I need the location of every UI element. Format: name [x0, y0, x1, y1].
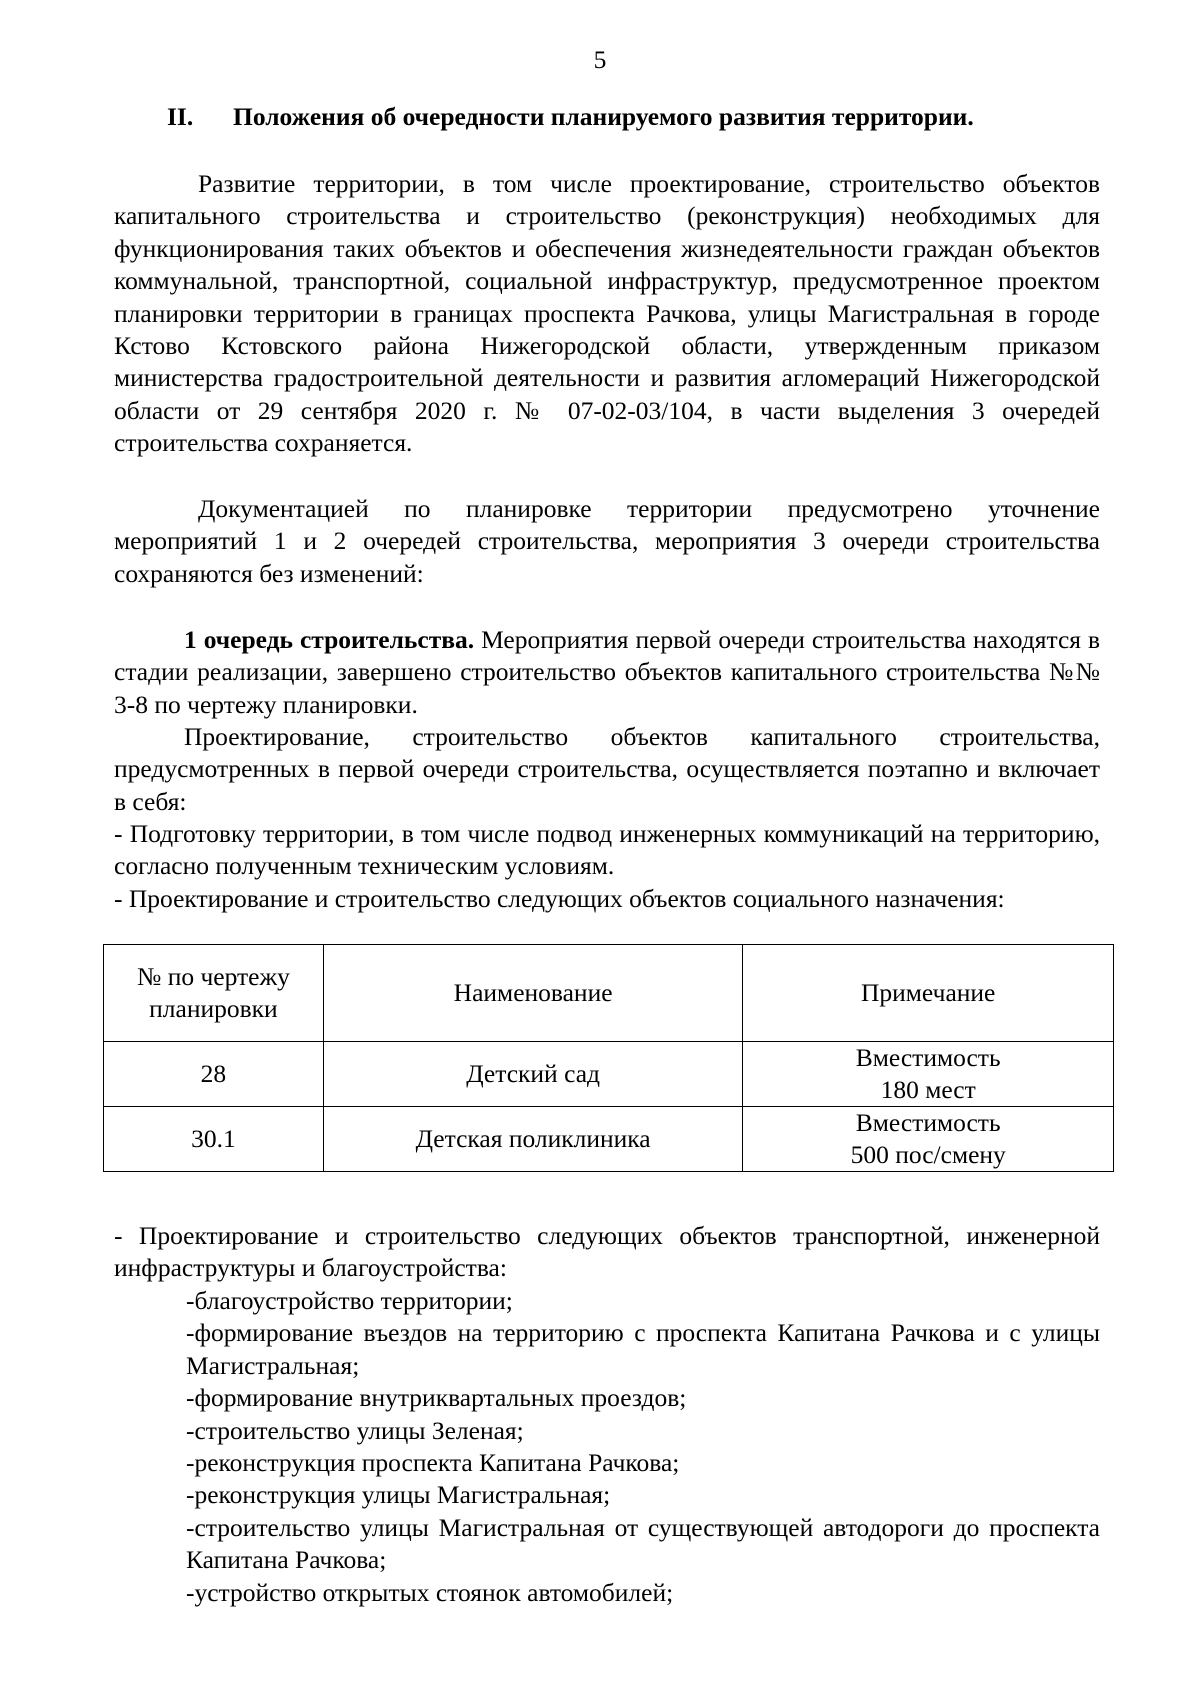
social-objects-table — [103, 944, 1114, 1172]
paragraph-documentation: Документацией по планировке территории предусмотрено уточнение мероприятий 1 и 2 очередей строительства, мероприятия 3 очереди строительства сохраняются без изменений: — [114, 494, 1100, 588]
list-item: -благоустройство территории; — [186, 1286, 513, 1315]
first-stage-label: 1 очередь строительства. — [184, 625, 475, 654]
page-number: 5 — [593, 45, 607, 74]
transport-objects-list — [186, 1285, 1100, 1609]
table-row — [104, 1107, 1114, 1172]
cell-name: Детский сад — [323, 1042, 743, 1107]
paragraph-transport-objects: - Проектирование и строительство следующих объектов транспортной, инженерной инфраструктуры и благоустройства: — [114, 1221, 1100, 1283]
section-title: Положения об очередности планируемого развития территории. — [233, 102, 974, 131]
paragraph-social-objects: - Проектирование и строительство следующих объектов социального назначения: — [114, 884, 1005, 913]
table-row — [104, 1042, 1114, 1107]
list-item: -реконструкция улицы Магистральная; — [186, 1480, 611, 1510]
paragraph-first-stage — [114, 624, 1100, 721]
cell-name: Детская поликлиника — [323, 1107, 743, 1172]
note-capacity-label: Вместимость — [855, 1108, 1001, 1137]
note-capacity-value: 500 пос/смену — [850, 1140, 1006, 1169]
note-capacity-label: Вместимость — [855, 1043, 1001, 1072]
list-item: -строительство улицы Магистральная от существующей автодороги до проспекта Капитана Рачкова; — [186, 1512, 1100, 1575]
note-capacity-value: 180 мест — [880, 1075, 976, 1104]
list-item: -формирование въездов на территорию с проспекта Капитана Рачкова и с улицы Магистральная; — [186, 1318, 1100, 1380]
list-item: -реконструкция проспекта Капитана Рачкова; — [186, 1448, 680, 1478]
paragraph-development: Развитие территории, в том числе проектирование, строительство объектов капитального строительства и строительство (реконструкция) необходимых для функционирования таких объектов и обеспечения жизнедеятельности граждан объектов коммунальной, транспортной, социальной инфраструктур, предусмотренное проектом планировки территории в границах проспекта Рачкова, улицы Магистральная в городе Кстово Кстовского района Нижегородской области, утвержденным приказом министерства градостроительной деятельности и развития агломераций Нижегородской области от 29 сентября 2020 г. № 07-02-03/104, в части выделения 3 очередей строительства сохраняется. — [114, 169, 1100, 458]
paragraph-design-stages: Проектирование, строительство объектов капитального строительства, предусмотренных в первой очереди строительства, осуществляется поэтапно и включает в себя: — [114, 722, 1100, 816]
list-item: -устройство открытых стоянок автомобилей; — [186, 1577, 674, 1607]
cell-number: 28 — [104, 1042, 324, 1107]
list-item: -строительство улицы Зеленая; — [186, 1415, 524, 1445]
paragraph-site-preparation: - Подготовку территории, в том числе подвод инженерных коммуникаций на территорию, согласно полученным техническим условиям. — [114, 819, 1100, 881]
column-header-note: Примечание — [743, 945, 1114, 1042]
cell-note — [743, 1042, 1114, 1107]
column-header-name: Наименование — [323, 945, 743, 1042]
first-stage-text: Мероприятия первой очереди строительства находятся в стадии реализации, завершено строительство объектов капитального строительства №№ 3-8 по чертежу планировки. — [114, 625, 1100, 719]
section-heading — [167, 101, 974, 133]
cell-number: 30.1 — [104, 1107, 324, 1172]
section-number: II. — [167, 102, 194, 131]
column-header-number: № по чертежу планировки — [104, 945, 324, 1042]
cell-note — [743, 1107, 1114, 1172]
table-header-row — [104, 945, 1114, 1042]
list-item: -формирование внутриквартальных проездов; — [186, 1383, 687, 1413]
